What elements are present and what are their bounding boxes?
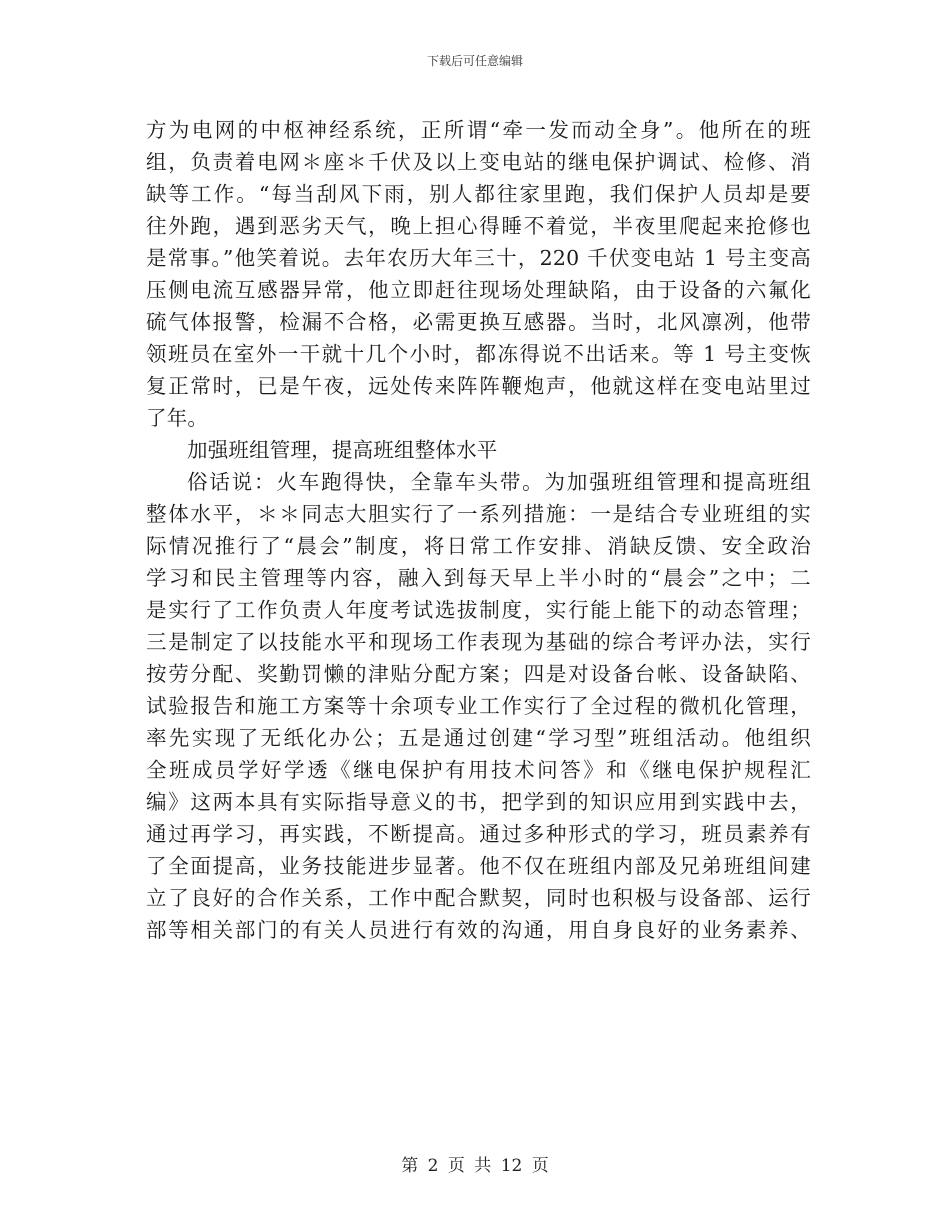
text-line: 按劳分配、奖勤罚懒的津贴分配方案；四是对设备台帐、设备缺陷、 (146, 662, 811, 686)
text-line: 是常事。”他笑着说。去年农历大年三十，220 千伏变电站 1 号主变高 (146, 246, 811, 270)
text-line: 复正常时，已是午夜，远处传来阵阵鞭炮声，他就这样在变电站里过 (146, 374, 811, 398)
text-line: 压侧电流互感器异常，他立即赶往现场处理缺陷，由于设备的六氟化 (146, 278, 811, 302)
text-line: 三是制定了以技能水平和现场工作表现为基础的综合考评办法，实行 (146, 630, 811, 654)
text-line: 率先实现了无纸化办公；五是通过创建“学习型”班组活动。他组织 (146, 726, 811, 750)
text-line: 硫气体报警，检漏不合格，必需更换互感器。当时，北风凛冽，他带 (146, 310, 811, 334)
section-heading: 加强班组管理，提高班组整体水平 (187, 438, 498, 462)
text-line: 领班员在室外一干就十几个小时，都冻得说不出话来。等 1 号主变恢 (146, 342, 811, 366)
text-line: 了全面提高，业务技能进步显著。他不仅在班组内部及兄弟班组间建 (146, 854, 811, 878)
text-line: 立了良好的合作关系，工作中配合默契，同时也积极与设备部、运行 (146, 886, 811, 910)
text-line: 组，负责着电网＊座＊千伏及以上变电站的继电保护调试、检修、消 (146, 150, 811, 174)
text-line: 缺等工作。“每当刮风下雨，别人都往家里跑，我们保护人员却是要 (146, 182, 811, 206)
page-number-footer: 第 2 页 共 12 页 (401, 1156, 549, 1176)
text-line: 了年。 (146, 406, 209, 430)
page-header: 下载后可任意编辑 (426, 54, 523, 68)
text-line: 部等相关部门的有关人员进行有效的沟通，用自身良好的业务素养、 (146, 918, 811, 942)
text-line: 是实行了工作负责人年度考试选拔制度，实行能上能下的动态管理； (146, 598, 811, 622)
text-line: 际情况推行了“晨会”制度，将日常工作安排、消缺反馈、安全政治 (146, 534, 811, 558)
text-line: 通过再学习，再实践，不断提高。通过多种形式的学习，班员素养有 (146, 822, 811, 846)
text-line: 全班成员学好学透《继电保护有用技术问答》和《继电保护规程汇 (146, 758, 811, 782)
text-line: 试验报告和施工方案等十余项专业工作实行了全过程的微机化管理， (146, 694, 811, 718)
text-line: 编》这两本具有实际指导意义的书，把学到的知识应用到实践中去， (146, 790, 811, 814)
text-line: 学习和民主管理等内容，融入到每天早上半小时的“晨会”之中；二 (146, 566, 811, 590)
text-line: 整体水平，＊＊同志大胆实行了一系列措施：一是结合专业班组的实 (146, 502, 811, 526)
text-line: 往外跑，遇到恶劣天气，晚上担心得睡不着觉，半夜里爬起来抢修也 (146, 214, 811, 238)
text-line: 方为电网的中枢神经系统，正所谓“牵一发而动全身”。他所在的班 (146, 118, 811, 142)
document-body (146, 114, 811, 946)
text-line: 俗话说：火车跑得快，全靠车头带。为加强班组管理和提高班组 (187, 470, 811, 494)
